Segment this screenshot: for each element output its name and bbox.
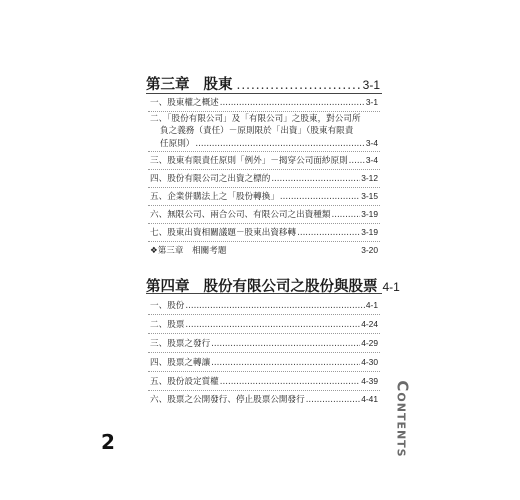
entry-title: 七、股東出資相關議題－股東出資移轉 [150,228,297,238]
chapter-3-label: 第三章 [146,76,190,93]
toc-entry [150,244,378,257]
toc-entry [150,356,378,369]
entry-page: 3-1 [365,97,378,107]
chapter-3-heading [146,73,380,94]
entry-page: 4-24 [361,319,378,329]
entry-separator [148,390,380,391]
entry-title: 二、「股份有限公司」及「有限公司」之股東，對公司所 [150,114,361,124]
entry-page: 4-41 [361,394,378,404]
entry-page: 4-29 [361,338,378,348]
chapter-3-title: 股東 [203,76,233,93]
entry-separator [148,223,380,224]
entry-title: 一、股東權之概述 [150,98,219,108]
toc-entry [150,337,378,350]
leader-dots [237,78,362,92]
toc-entry [150,96,378,109]
toc-entry [150,113,378,150]
entry-page: 4-1 [365,300,378,310]
entry-separator [148,333,380,334]
toc-entry [150,154,378,167]
entry-separator [148,205,380,206]
entry-page: 4-30 [361,357,378,367]
entry-title: ❖第三章 相關考題 [150,246,227,256]
entry-separator [148,111,380,112]
toc-entry [150,190,378,203]
toc-entry [150,299,378,312]
entry-title: 六、無限公司、兩合公司、有限公司之出資種類 [150,210,331,220]
entry-separator [148,314,380,315]
entry-title: 六、股票之公開發行、停止股票公開發行 [150,395,305,405]
chapter-4-rule [146,293,382,294]
contents-label-text: Contents [394,380,412,458]
chapter-4-page: 4-1 [382,280,400,294]
entry-page: 3-15 [361,191,378,201]
entry-page: 4-39 [361,376,378,386]
chapter-3-page: 3-1 [362,78,380,92]
entry-title-line-2: 負之義務（責任）－原則限於「出資」（股東有限責 [160,126,354,136]
entry-separator [148,169,380,170]
entry-page: 3-4 [365,155,378,165]
entry-page: 3-19 [361,227,378,237]
entry-title: 四、股票之轉讓 [150,358,211,368]
page-number: 2 [101,430,115,454]
entry-separator [148,187,380,188]
chapter-4-label: 第四章 [146,278,190,295]
toc-entry [150,318,378,331]
toc-entry [150,393,378,406]
toc-entry [150,208,378,221]
entry-title: 三、股東有限責任原則「例外」－揭穿公司面紗原則 [150,156,348,166]
entry-title: 三、股票之發行 [150,339,211,349]
chapter-3-rule [146,93,382,94]
entry-separator [148,151,380,152]
entry-title: 二、股票 [150,320,185,330]
entry-title: 一、股份 [150,301,185,311]
entry-page: 3-12 [361,173,378,183]
entry-title: 四、股份有限公司之出資之標的 [150,174,271,184]
toc-entry [150,375,378,388]
entry-page: 3-20 [361,245,378,255]
entry-page: 3-19 [361,209,378,219]
entry-separator [148,352,380,353]
chapter-4-title: 股份有限公司之股份與股票 [203,278,378,295]
entry-title-line-3: 任原則） [160,139,195,149]
entry-separator [148,371,380,372]
entry-title: 五、企業併購法上之「股份轉換」 [150,192,279,202]
toc-entry [150,172,378,185]
toc-entry [150,226,378,239]
entry-page: 3-4 [365,138,378,148]
contents-side-label [390,374,416,464]
entry-separator [148,241,380,242]
entry-title: 五、股份設定質權 [150,377,219,387]
